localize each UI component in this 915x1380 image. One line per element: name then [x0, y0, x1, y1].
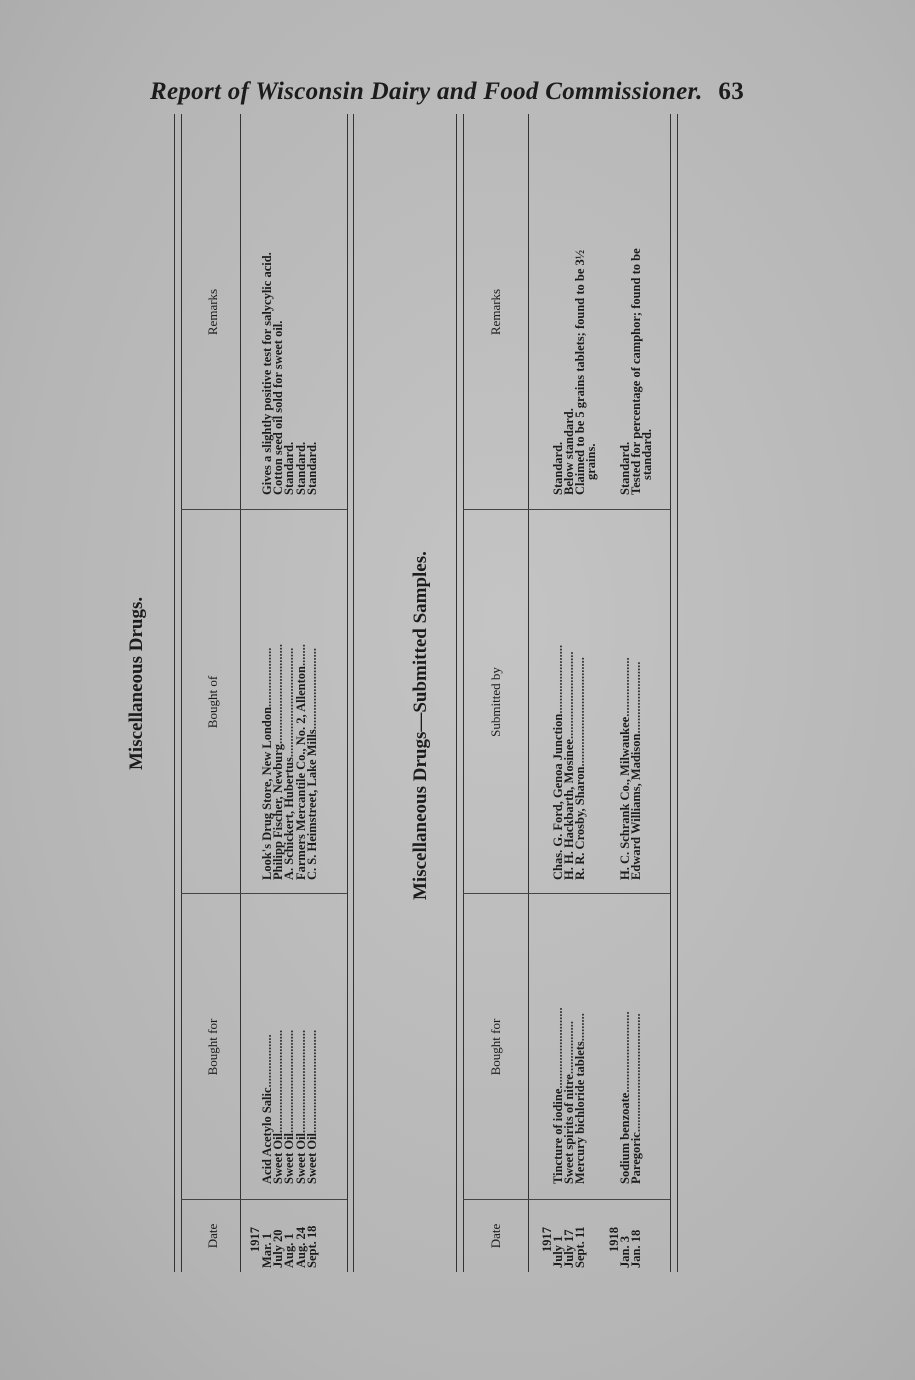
table2-remarks-cont: grains.	[584, 443, 598, 480]
table2-submitted-by: H. C. Schrank Co., Milwaukee...................	[618, 657, 632, 880]
table2-remarks: Standard.	[551, 441, 565, 495]
table2-date: July 1	[551, 1235, 565, 1268]
table2-submitted-by: Edward Williams, Madison.......................	[629, 661, 643, 880]
table2-header-submitted-by: Submitted by	[488, 667, 503, 737]
table1-bottom-rule-inner	[353, 114, 354, 1272]
table1-date: July 20	[271, 1229, 285, 1268]
table2-bought-for: Sodium benzoate..........................	[618, 1011, 632, 1184]
table2-year: 1917	[540, 1227, 554, 1252]
table1-date: Mar. 1	[260, 1233, 274, 1268]
table1-remarks: Gives a slightly positive test for salycylic acid.	[260, 252, 274, 495]
table2-date: Sept. 11	[573, 1226, 587, 1268]
table2-submitted-by: H. H. Hackbarth, Mosinee............................	[562, 651, 576, 880]
table2-header-date: Date	[488, 1223, 503, 1249]
table2-title: Miscellaneous Drugs—Submitted Samples.	[410, 551, 431, 900]
table1-remarks: Standard.	[294, 441, 308, 495]
table2-date: July 17	[562, 1229, 576, 1268]
table1-header-bought-of: Bought of	[205, 675, 220, 729]
table1-bought-of: Look's Drug Store, New London...................	[260, 647, 274, 880]
table1-bought-for: Sweet Oil.................................	[305, 1029, 319, 1184]
table2-year: 1918	[607, 1227, 621, 1252]
table2-bought-for: Sweet spirits of nitre.................	[562, 1021, 576, 1184]
table1-date: Aug. 1	[282, 1233, 296, 1268]
table1-bought-for: Sweet Oil.................................	[294, 1029, 308, 1184]
table2-bottom-rule	[670, 114, 671, 1272]
table1-bought-of: C. S. Heimstreet, Lake Mills..........................	[305, 647, 319, 880]
table2-remarks: Tested for percentage of camphor; found to be	[629, 248, 643, 495]
table1-header-bought-for: Bought for	[205, 1018, 220, 1076]
table2-remarks: Standard.	[618, 441, 632, 495]
table1-remarks: Standard.	[305, 441, 319, 495]
table1-year: 1917	[248, 1227, 262, 1252]
page-number: 63	[718, 78, 744, 105]
table2-header-remarks: Remarks	[488, 288, 503, 336]
table2-bought-for: Paregoric......................................	[629, 1013, 643, 1184]
header-title: Report of Wisconsin Dairy and Food Commissioner.	[150, 78, 703, 105]
table2-remarks: Below standard.	[562, 408, 576, 495]
table2-bought-for: Tincture of iodine..........................	[551, 1007, 565, 1184]
table2-submitted-by: Chas. G. Ford, Genoa Junction......................	[551, 644, 565, 880]
table1-date: Aug. 24	[294, 1227, 308, 1268]
table1-remarks: Standard.	[282, 441, 296, 495]
table1-top-rule-inner	[181, 114, 182, 1272]
table2-date: Jan. 3	[618, 1236, 632, 1268]
table1-bought-of: Philipp Fischer, Newburg................................	[271, 643, 285, 880]
table1-remarks: Cotton seed oil sold for sweet oil.	[271, 320, 285, 495]
table1-title: Miscellaneous Drugs.	[126, 596, 147, 770]
table1-header-date: Date	[205, 1223, 220, 1249]
table2-header-bought-for: Bought for	[488, 1018, 503, 1076]
table2-bottom-rule-inner	[677, 114, 678, 1272]
table2-date: Jan. 18	[629, 1229, 643, 1268]
table2-remarks: Claimed to be 5 grains tablets; found to be 3½	[573, 249, 587, 495]
table1-bought-for: Sweet Oil.................................	[271, 1029, 285, 1184]
table1-header-remarks: Remarks	[205, 288, 220, 336]
table1-bottom-rule	[347, 114, 348, 1272]
table1-bought-of: A. Schickert, Hubertus...................................	[282, 647, 296, 880]
table2-header-rule	[528, 114, 529, 1272]
table1-bought-for: Sweet Oil.................................	[282, 1029, 296, 1184]
table1-date: Sept. 18	[305, 1225, 319, 1268]
table2-remarks-cont: standard.	[640, 428, 654, 480]
table2-top-rule	[456, 114, 457, 1272]
table2-top-rule-inner	[463, 114, 464, 1272]
table1-top-rule	[174, 114, 175, 1272]
table1-header-rule	[240, 114, 241, 1272]
table1-bought-for: Acid Acetylo Salic.................	[260, 1034, 274, 1184]
table2-submitted-by: R. R. Crosby, Sharon...................................	[573, 657, 587, 880]
table1-bought-of: Farmers Mercantile Co., No. 2, Allenton.......	[294, 644, 308, 880]
table2-bought-for: Mercury bichloride tablets.........	[573, 1013, 587, 1184]
